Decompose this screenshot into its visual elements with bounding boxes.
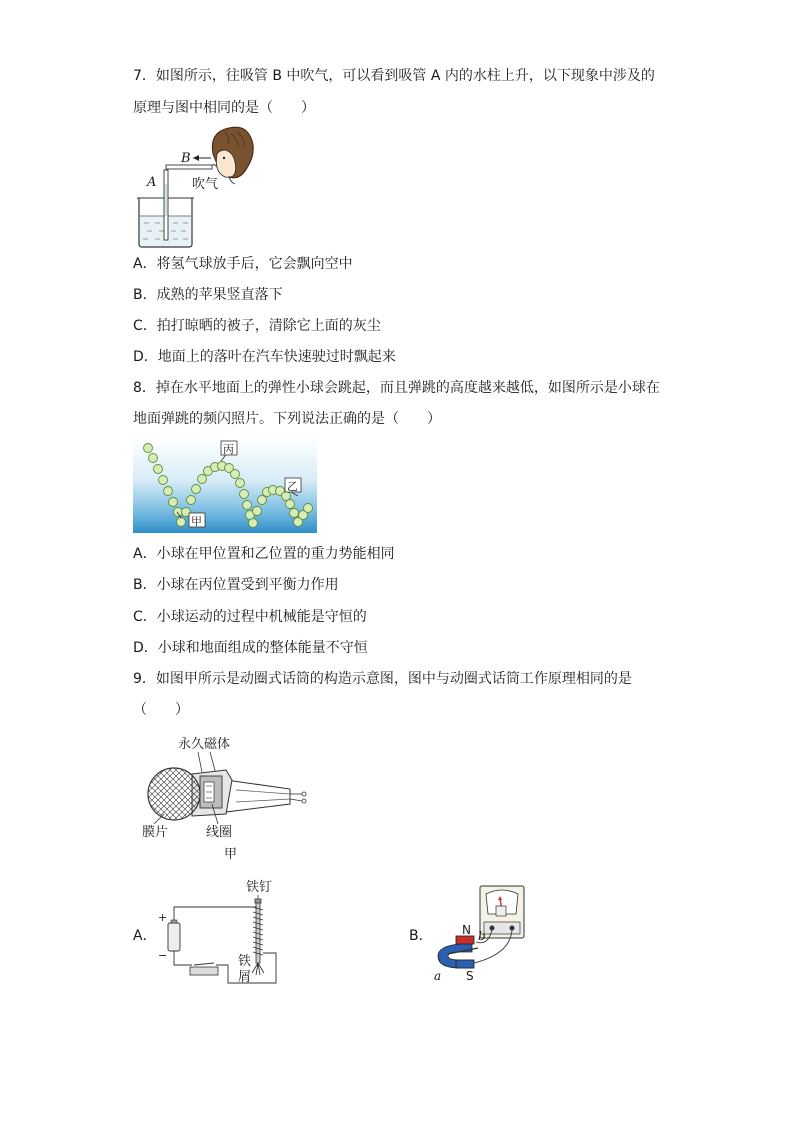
q9-label-membrane: 膜片 bbox=[142, 825, 169, 840]
q9-label-filings-2: 屑 bbox=[238, 970, 252, 985]
q9-stem-line-2: （ ） bbox=[133, 702, 189, 718]
q9-label-nail: 铁钉 bbox=[246, 880, 273, 895]
q8-label-bing: 丙 bbox=[223, 443, 234, 456]
q8-figure-bouncing-ball bbox=[133, 438, 317, 533]
q7-option-b[interactable]: B．成熟的苹果竖直落下 bbox=[133, 287, 283, 303]
q7-label-a: A bbox=[147, 175, 157, 190]
q9-figure-microphone bbox=[140, 734, 315, 864]
q9-magnet-north: N bbox=[462, 923, 471, 937]
q9-option-b-galvanometer[interactable] bbox=[430, 884, 530, 982]
q9-wire-end-a: a bbox=[434, 969, 442, 982]
q8-option-b[interactable]: B．小球在丙位置受到平衡力作用 bbox=[133, 577, 339, 593]
q7-figure-straw-experiment bbox=[133, 124, 263, 250]
q9-figure-caption: 甲 bbox=[224, 847, 238, 862]
q7-option-c[interactable]: C．拍打晾晒的被子，清除它上面的灰尘 bbox=[133, 318, 381, 334]
q7-stem-line-1: 7．如图所示，往吸管 B 中吹气，可以看到吸管 A 内的水柱上升，以下现象中涉及的 bbox=[133, 68, 655, 84]
q9-label-coil: 线圈 bbox=[206, 825, 233, 840]
q9-label-magnet: 永久磁体 bbox=[178, 737, 231, 752]
q9-battery-minus: − bbox=[158, 949, 168, 962]
q8-option-c[interactable]: C．小球运动的过程中机械能是守恒的 bbox=[133, 609, 367, 625]
q8-label-yi: 乙 bbox=[287, 480, 298, 493]
q7-label-blow: 吹气 bbox=[192, 177, 219, 192]
q7-stem-line-2: 原理与图中相同的是（ ） bbox=[133, 100, 315, 116]
q8-option-a[interactable]: A．小球在甲位置和乙位置的重力势能相同 bbox=[133, 546, 395, 562]
q7-label-b: B bbox=[181, 151, 191, 166]
q8-stem-line-2: 地面弹跳的频闪照片。下列说法正确的是（ ） bbox=[133, 411, 441, 427]
q9-option-a-label[interactable]: A． bbox=[133, 928, 157, 944]
q9-label-filings-1: 铁 bbox=[238, 954, 252, 969]
q8-stem-line-1: 8．掉在水平地面上的弹性小球会跳起，而且弹跳的高度越来越低，如图所示是小球在 bbox=[133, 380, 660, 396]
q9-magnet-south: S bbox=[466, 969, 474, 982]
q9-option-b-label[interactable]: B． bbox=[409, 928, 433, 944]
q7-option-a[interactable]: A．将氢气球放手后，它会飘向空中 bbox=[133, 256, 353, 272]
q9-option-a-electromagnet[interactable] bbox=[152, 877, 282, 989]
q9-stem-line-1: 9．如图甲所示是动圈式话筒的构造示意图，图中与动圈式话筒工作原理相同的是 bbox=[133, 671, 632, 687]
q8-label-jia: 甲 bbox=[191, 515, 202, 528]
q9-wire-end-b: b bbox=[478, 929, 486, 943]
q8-option-d[interactable]: D．小球和地面组成的整体能量不守恒 bbox=[133, 640, 368, 656]
q9-battery-plus: + bbox=[158, 911, 168, 924]
q7-option-d[interactable]: D．地面上的落叶在汽车快速驶过时飘起来 bbox=[133, 349, 396, 365]
